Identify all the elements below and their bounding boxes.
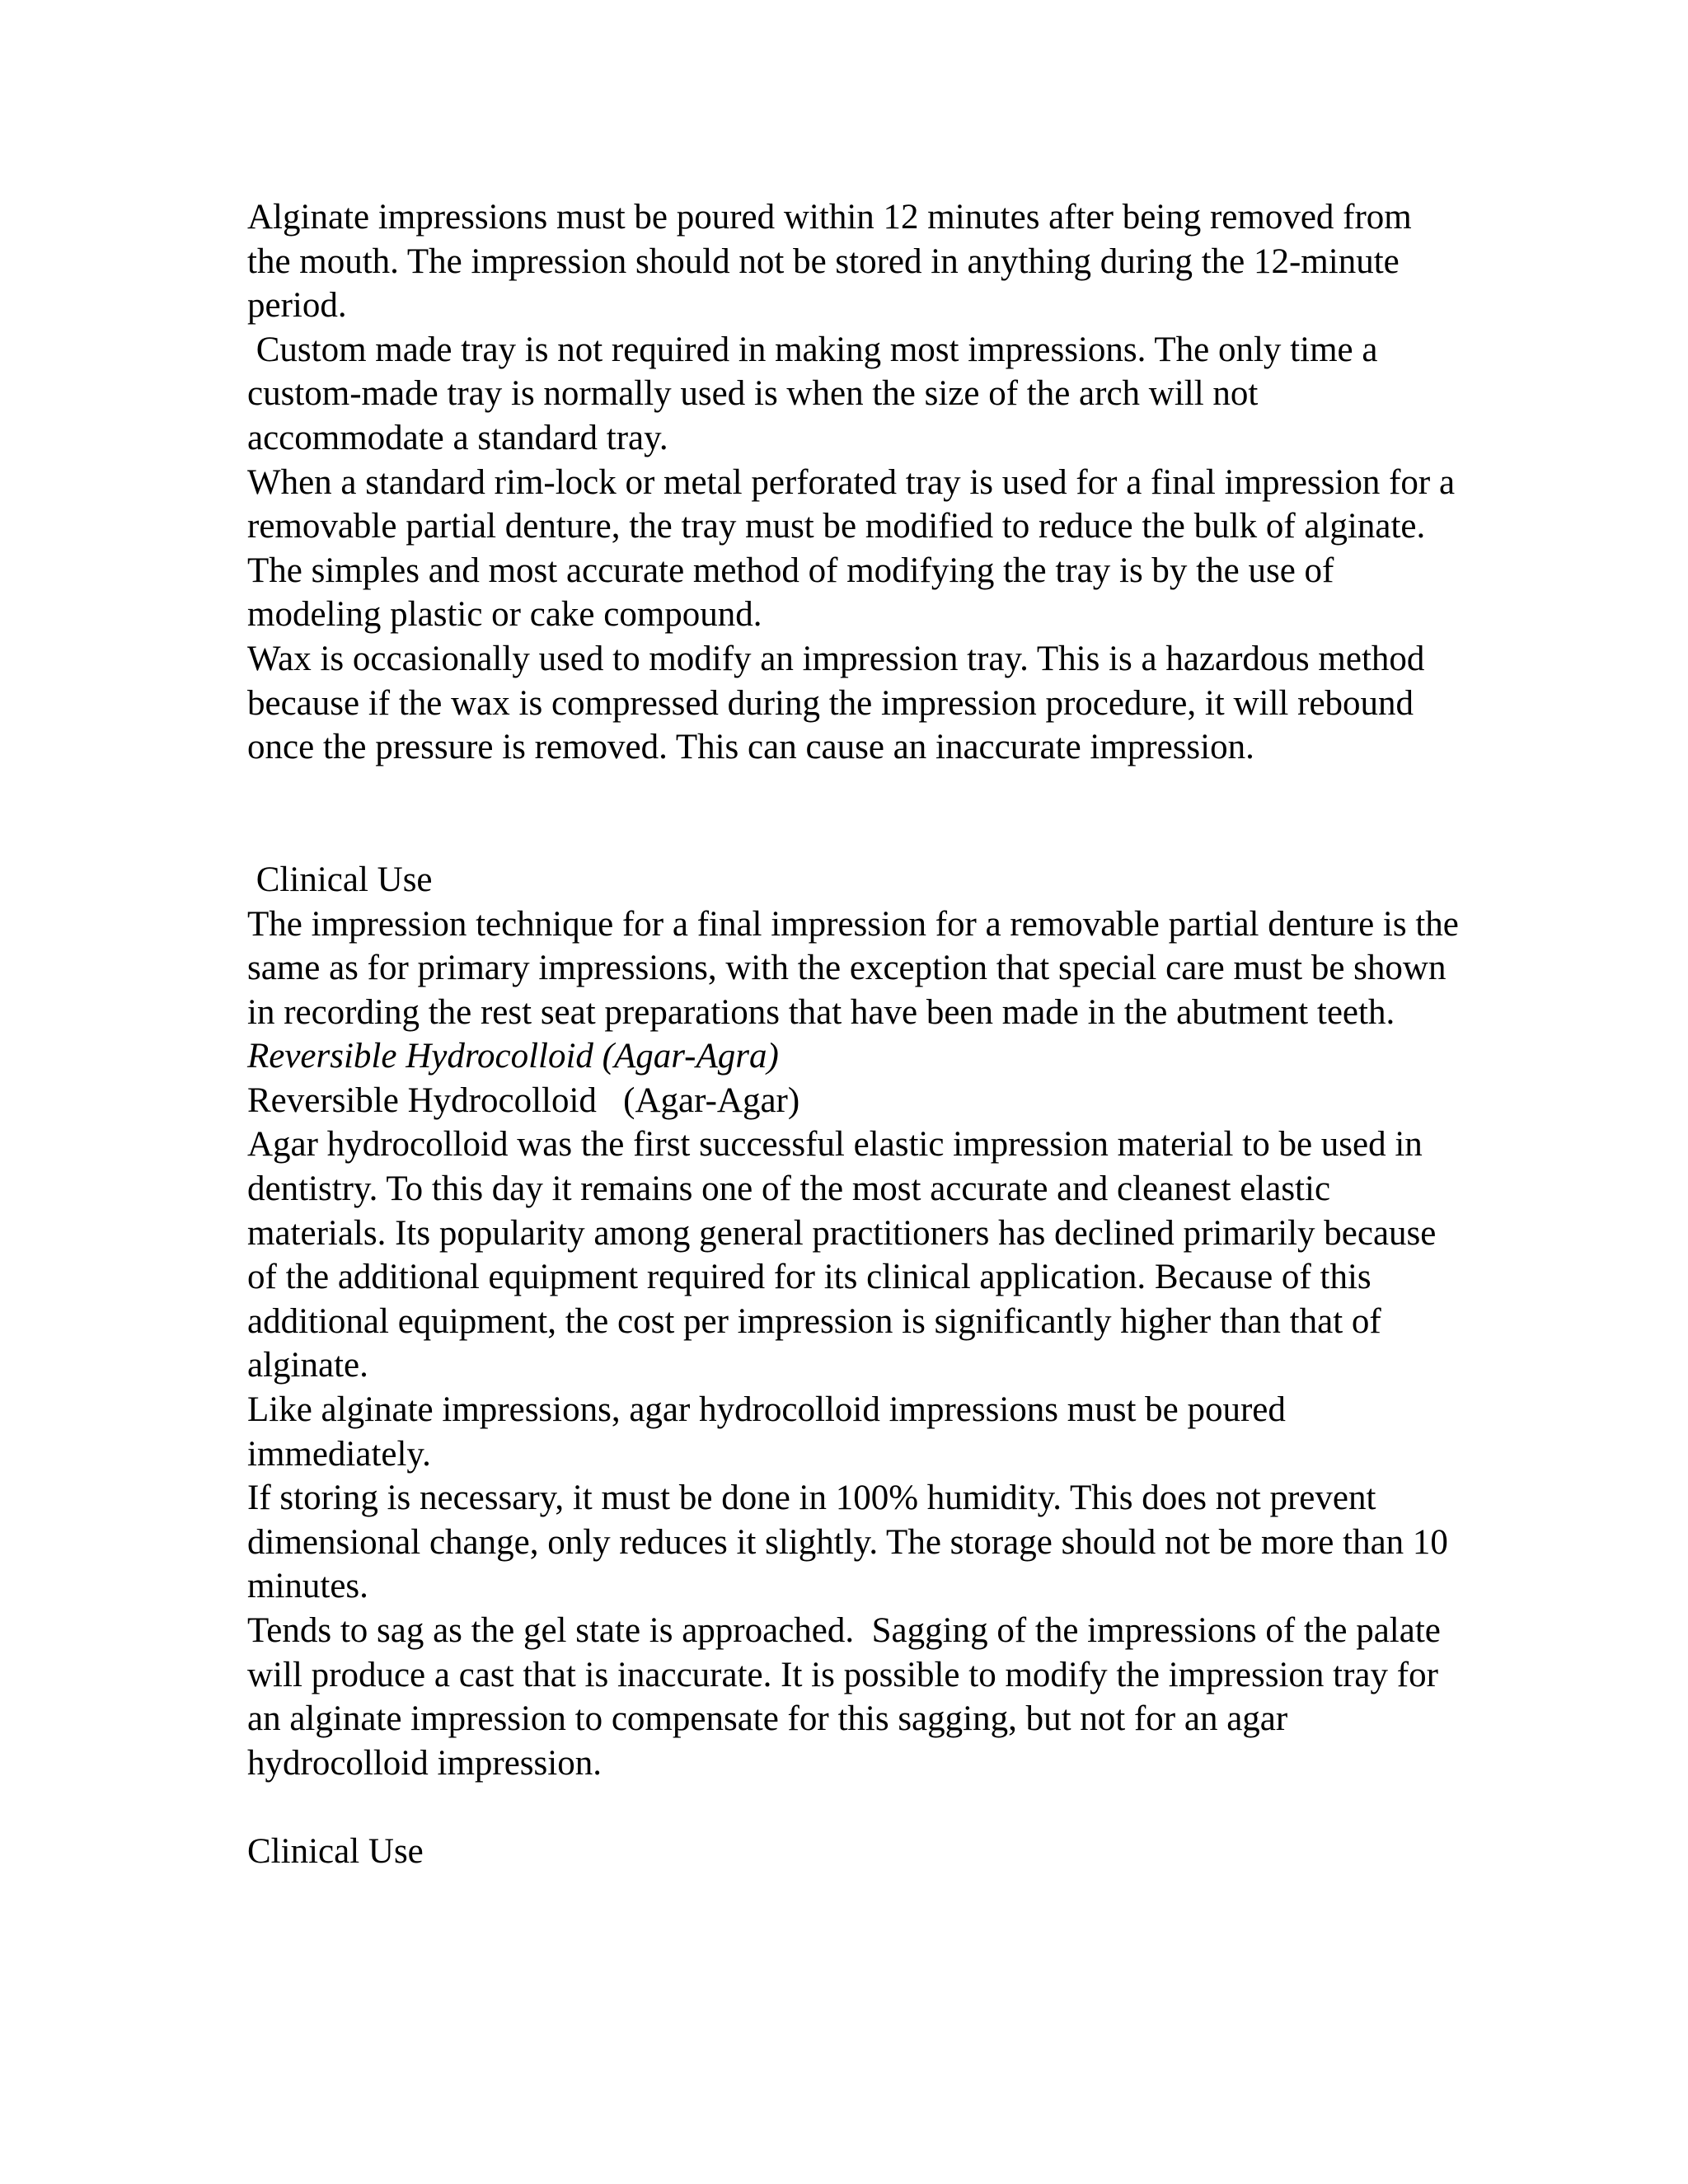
- heading-clinical-use-1: Clinical Use: [247, 860, 433, 899]
- heading-clinical-use-2: Clinical Use: [247, 1831, 424, 1871]
- paragraph-agar-pouring: Like alginate impressions, agar hydrocolloid impressions must be poured immediately.: [247, 1390, 1295, 1474]
- heading-reversible-hydrocolloid-italic: Reversible Hydrocolloid (Agar-Agra): [247, 1037, 779, 1076]
- paragraph-custom-tray: Custom made tray is not required in making most impressions. The only time a custom-made tray is normally used is when the size of the arch will not accommodate a standard tray.: [247, 330, 1387, 457]
- paragraph-agar-sagging: Tends to sag as the gel state is approached. Sagging of the impressions of the palate will produce a cast that is inaccurate. It is possible to modify the impression tray for an alginate impression to compensate for this sagging, but not for an agar hydrocolloid impression.: [247, 1611, 1450, 1783]
- paragraph-standard-tray: When a standard rim-lock or metal perforated tray is used for a final impression for a removable partial denture, the tray must be modified to reduce the bulk of alginate. The simples and most accurate method of modifying the tray is by the use of modeling plastic or cake compound.: [247, 462, 1464, 635]
- document-body: [247, 195, 1468, 1874]
- heading-reversible-hydrocolloid: Reversible Hydrocolloid (Agar-Agar): [247, 1080, 800, 1120]
- paragraph-spacer: [247, 770, 1459, 858]
- paragraph-alginate-pouring: Alginate impressions must be poured within 12 minutes after being removed from the mouth. The impression should not be stored in anything during the 12-minute period.: [247, 198, 1421, 326]
- paragraph-agar-history: Agar hydrocolloid was the first successful elastic impression material to be used in dentistry. To this day it remains one of the most accurate and cleanest elastic materials. Its popularity among general practitioners has declined primarily because of the additional equipment required for its clinical application. Because of this additional equipment, the cost per impression is significantly higher than that of alginate.: [247, 1125, 1446, 1385]
- paragraph-spacer: [247, 1785, 1459, 1830]
- paragraph-wax-modification: Wax is occasionally used to modify an impression tray. This is a hazardous method because if the wax is compressed during the impression procedure, it will rebound once the pressure is removed. This can cause an inaccurate impression.: [247, 639, 1434, 767]
- paragraph-agar-storage: If storing is necessary, it must be done in 100% humidity. This does not prevent dimensional change, only reduces it slightly. The storage should not be more than 10 minutes.: [247, 1479, 1457, 1606]
- paragraph-impression-technique: The impression technique for a final impression for a removable partial denture is the same as for primary impressions, with the exception that special care must be shown in recording the rest seat preparations that have been made in the abutment teeth.: [247, 904, 1468, 1032]
